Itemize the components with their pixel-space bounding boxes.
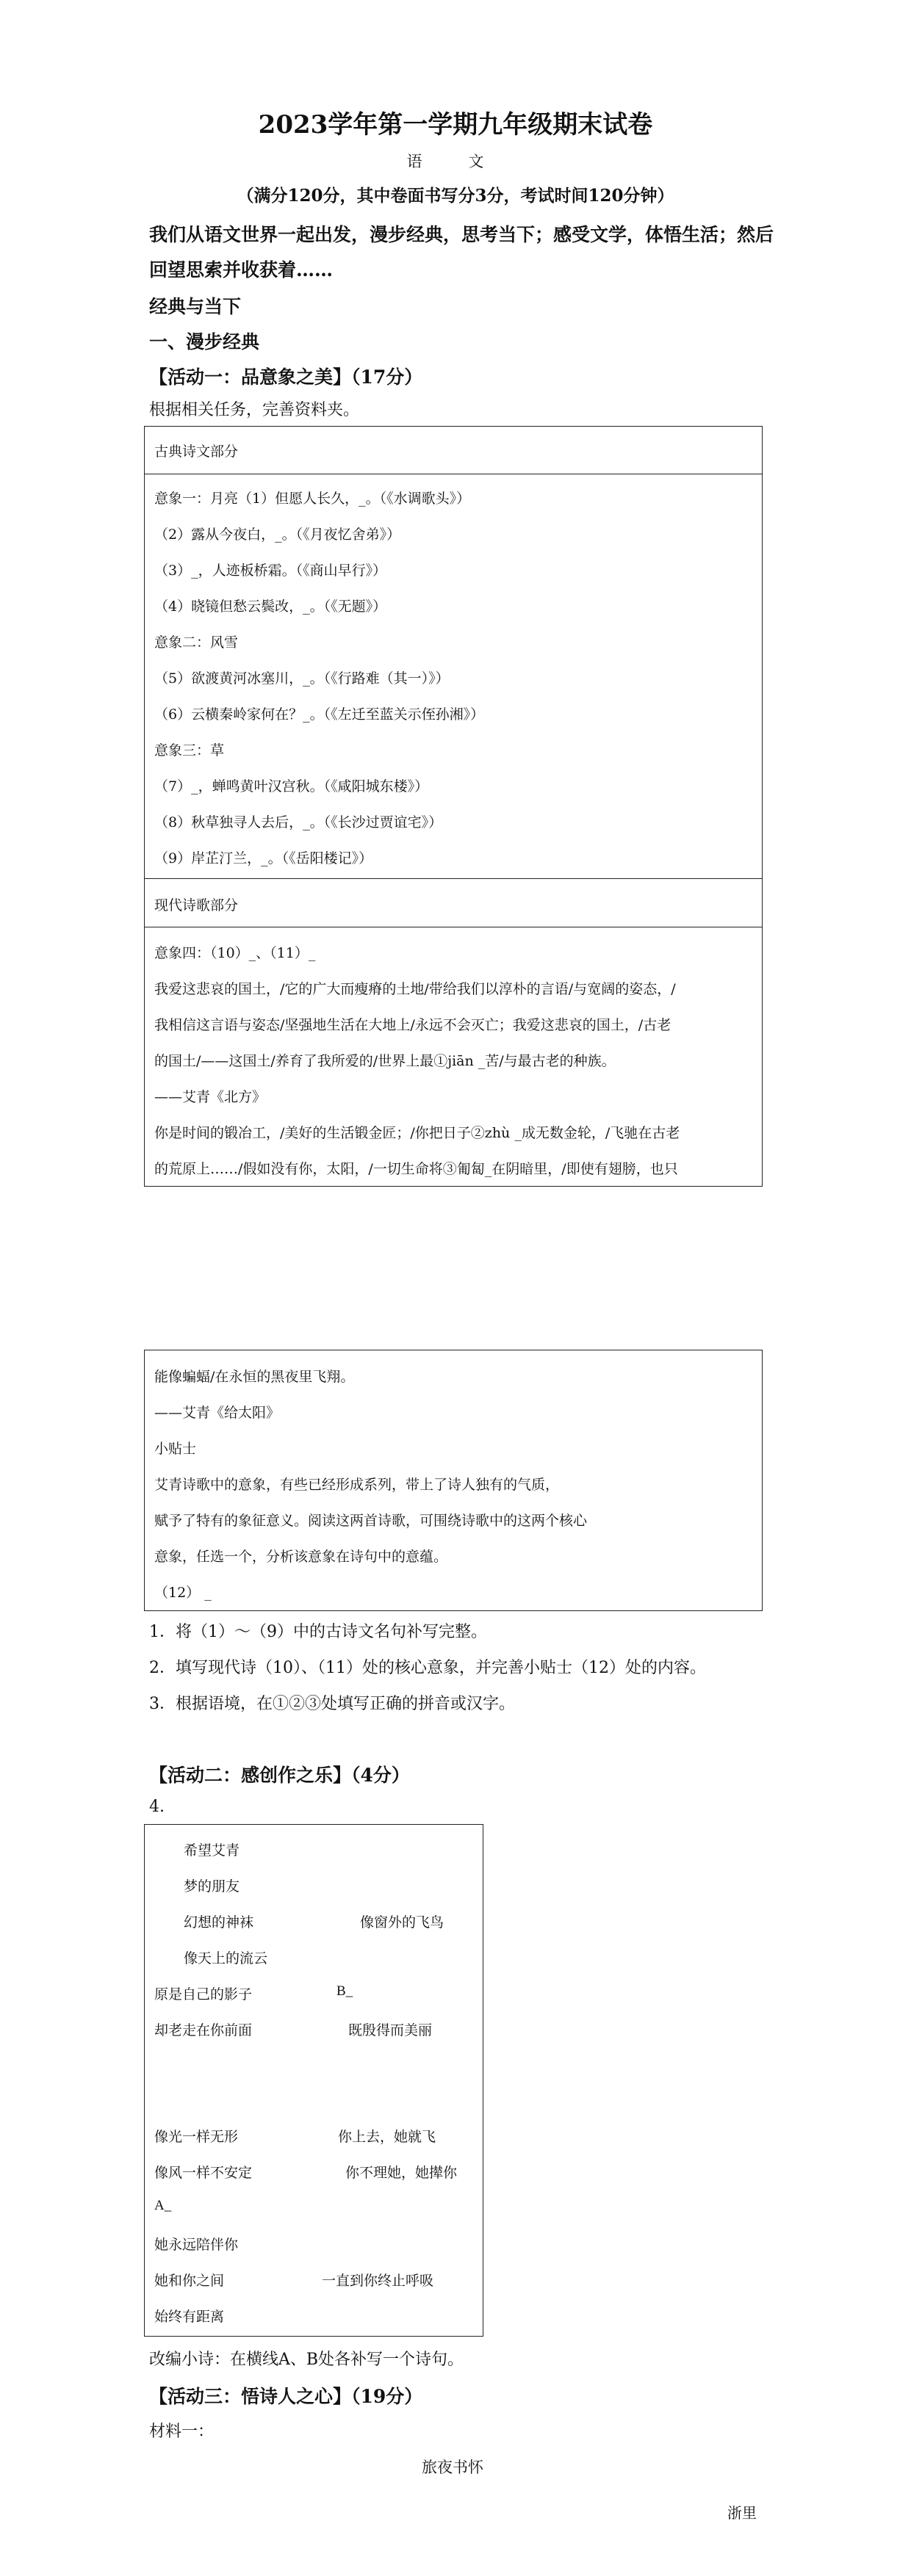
- poem-line: 却老走在你前面: [154, 2022, 253, 2038]
- section-main-title: 经典与当下: [149, 296, 242, 317]
- modern-line: 我相信这言语与姿态/坚强地生活在大地上/永远不会灭亡；我爱这悲哀的国土，/古老: [154, 1017, 671, 1033]
- classical-header: 古典诗文部分: [154, 444, 239, 460]
- poem-line: 像风一样不安定: [154, 2165, 253, 2181]
- classical-line: （6）云横秦岭家何在？_。（《左迁至蓝关示侄孙湘》）: [154, 706, 485, 723]
- poem-line: 像光一样无形: [154, 2129, 239, 2145]
- corner-text: 浙里: [727, 2504, 757, 2522]
- activity3-title: 【活动三：悟诗人之心】（19分）: [149, 2386, 423, 2407]
- poem-blank-a: A_: [154, 2198, 172, 2213]
- part1-title: 一、漫步经典: [149, 331, 260, 352]
- tips-line: 赋予了特有的象征意义。阅读这两首诗歌，可围绕诗歌中的这两个核心: [154, 1513, 588, 1529]
- poem-line: 始终有距离: [154, 2309, 225, 2325]
- activity2-instruction: 改编小诗：在横线A、B处各补写一个诗句。: [149, 2351, 464, 2369]
- tips-line: 意象，任选一个，分析该意象在诗句中的意蕴。: [154, 1549, 448, 1565]
- poem-line: 她和你之间: [154, 2273, 225, 2289]
- poem-line: 你上去，她就飞: [338, 2129, 436, 2145]
- question-3: 3．根据语境，在①②③处填写正确的拼音或汉字。: [149, 1695, 515, 1713]
- exam-note: （满分120分，其中卷面书写分3分，考试时间120分钟）: [237, 186, 674, 206]
- tips-title: 小贴士: [154, 1441, 197, 1457]
- classical-line: 意象一：月亮（1）但愿人长久，_。（《水调歌头》）: [154, 491, 471, 507]
- poem-continuation: 能像蝙蝠/在永恒的黑夜里飞翔。: [154, 1369, 355, 1385]
- classical-line: 意象二：风雪: [154, 634, 239, 651]
- modern-line: ——艾青《北方》: [154, 1089, 267, 1105]
- tips-line: 艾青诗歌中的意象，有些已经形成系列，带上了诗人独有的气质，: [154, 1477, 560, 1493]
- box-divider: [144, 878, 763, 879]
- poem-source: ——艾青《给太阳》: [154, 1405, 281, 1421]
- poem-line: 既殷得而美丽: [348, 2022, 433, 2038]
- poem-line: 像窗外的飞鸟: [360, 1914, 444, 1931]
- poem-line: 希望艾青: [184, 1842, 240, 1859]
- classical-line: （8）秋草独寻人去后，_。（《长沙过贾谊宅》）: [154, 814, 443, 831]
- intro-text: 我们从语文世界一起出发，漫步经典，思考当下；感受文学，体悟生活；然后回望思索并收获着……: [149, 224, 774, 281]
- material-label: 材料一：: [149, 2423, 215, 2441]
- modern-line: 意象四：（10）_、（11）_: [154, 945, 316, 961]
- classical-line: 意象三：草: [154, 742, 225, 759]
- question-1: 1．将（1）～（9）中的古诗文名句补写完整。: [149, 1623, 487, 1641]
- poem-line: 你不理她，她撵你: [345, 2165, 458, 2181]
- activity1-title: 【活动一：品意象之美】（17分）: [149, 366, 423, 388]
- poem-line: 原是自己的影子: [154, 1986, 253, 2002]
- modern-line: 你是时间的锻冶工，/美好的生活锻金匠；/你把日子②zhù _成无数金轮，/飞驰在古老: [154, 1125, 680, 1141]
- poem-line: 一直到你终止呼吸: [322, 2273, 434, 2289]
- poem-line: 像天上的流云: [184, 1950, 268, 1967]
- classical-line: （7）_，蝉鸣黄叶汉宫秋。（《咸阳城东楼》）: [154, 778, 429, 795]
- modern-line: 的荒原上……/假如没有你，太阳，/一切生命将③匍匐_在阴暗里，/即使有翅膀，也只: [154, 1161, 678, 1177]
- modern-header: 现代诗歌部分: [154, 897, 239, 913]
- poem-line: 幻想的神袜: [184, 1914, 254, 1931]
- modern-line: 的国土/——这国土/养育了我所爱的/世界上最①jiān _苦/与最古老的种族。: [154, 1053, 616, 1069]
- tips-blank-12: （12） _: [154, 1585, 212, 1601]
- page-title: 2023学年第一学期九年级期末试卷: [258, 110, 653, 140]
- poem-line: 梦的朋友: [184, 1878, 240, 1895]
- poem-blank-b: B_: [336, 1983, 353, 1999]
- subject-label: 语 文: [406, 153, 505, 170]
- question-4-number: 4.: [149, 1798, 165, 1816]
- modern-line: 我爱这悲哀的国土，/它的广大而瘦瘠的土地/带给我们以淳朴的言语/与宽阔的姿态，/: [154, 981, 676, 997]
- activity1-desc: 根据相关任务，完善资料夹。: [149, 401, 360, 419]
- classical-line: （3）_，人迹板桥霜。（《商山早行》）: [154, 562, 387, 579]
- question-2: 2．填写现代诗（10）、（11）处的核心意象，并完善小贴士（12）处的内容。: [149, 1659, 706, 1677]
- activity2-title: 【活动二：感创作之乐】（4分）: [149, 1765, 410, 1786]
- material-poem-title: 旅夜书怀: [422, 2459, 483, 2476]
- classical-line: （4）晓镜但愁云鬓改，_。（《无题》）: [154, 598, 387, 615]
- poem-box: [144, 1824, 483, 2337]
- poem-line: 她永远陪伴你: [154, 2237, 239, 2253]
- classical-line: （5）欲渡黄河冰塞川，_。（《行路难（其一）》）: [154, 670, 450, 687]
- classical-line: （2）露从今夜白，_。（《月夜忆舍弟》）: [154, 527, 401, 543]
- classical-line: （9）岸芷汀兰，_。（《岳阳楼记》）: [154, 850, 373, 866]
